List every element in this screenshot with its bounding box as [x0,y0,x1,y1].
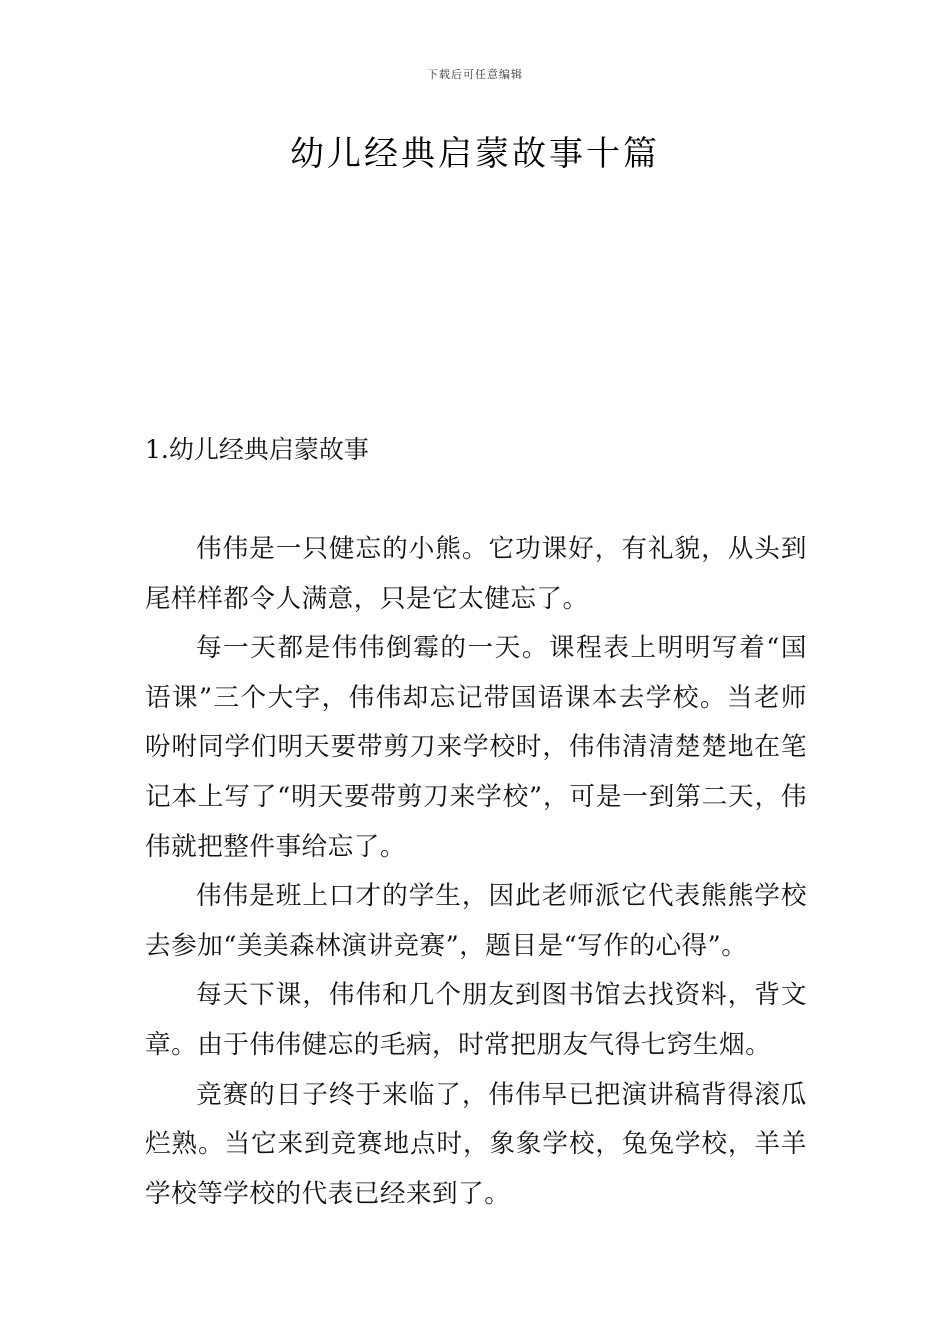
story-paragraph: 竞赛的日子终于来临了，伟伟早已把演讲稿背得滚瓜烂熟。当它来到竞赛地点时，象象学校，兔兔学校，羊羊学校等学校的代表已经来到了。 [145,1079,807,1209]
header-note: 下载后可任意编辑 [427,68,523,81]
document-title: 幼儿经典启蒙故事十篇 [290,134,660,174]
story-paragraph: 伟伟是班上口才的学生，因此老师派它代表熊熊学校去参加“美美森林演讲竞赛”，题目是“写作的心得”。 [145,881,807,961]
story-paragraph: 每一天都是伟伟倒霉的一天。课程表上明明写着“国语课”三个大字，伟伟却忘记带国语课本去学校。当老师吩咐同学们明天要带剪刀来学校时，伟伟清清楚楚地在笔记本上写了“明天要带剪刀来学校”，可是一到第二天，伟伟就把整件事给忘了。 [145,633,807,862]
story-paragraph: 伟伟是一只健忘的小熊。它功课好，有礼貌，从头到尾样样都令人满意，只是它太健忘了。 [145,534,807,614]
section-heading: 1.幼儿经典启蒙故事 [145,435,369,464]
story-body [145,525,807,1219]
story-paragraph: 每天下课，伟伟和几个朋友到图书馆去找资料，背文章。由于伟伟健忘的毛病，时常把朋友气得七窍生烟。 [145,980,807,1060]
